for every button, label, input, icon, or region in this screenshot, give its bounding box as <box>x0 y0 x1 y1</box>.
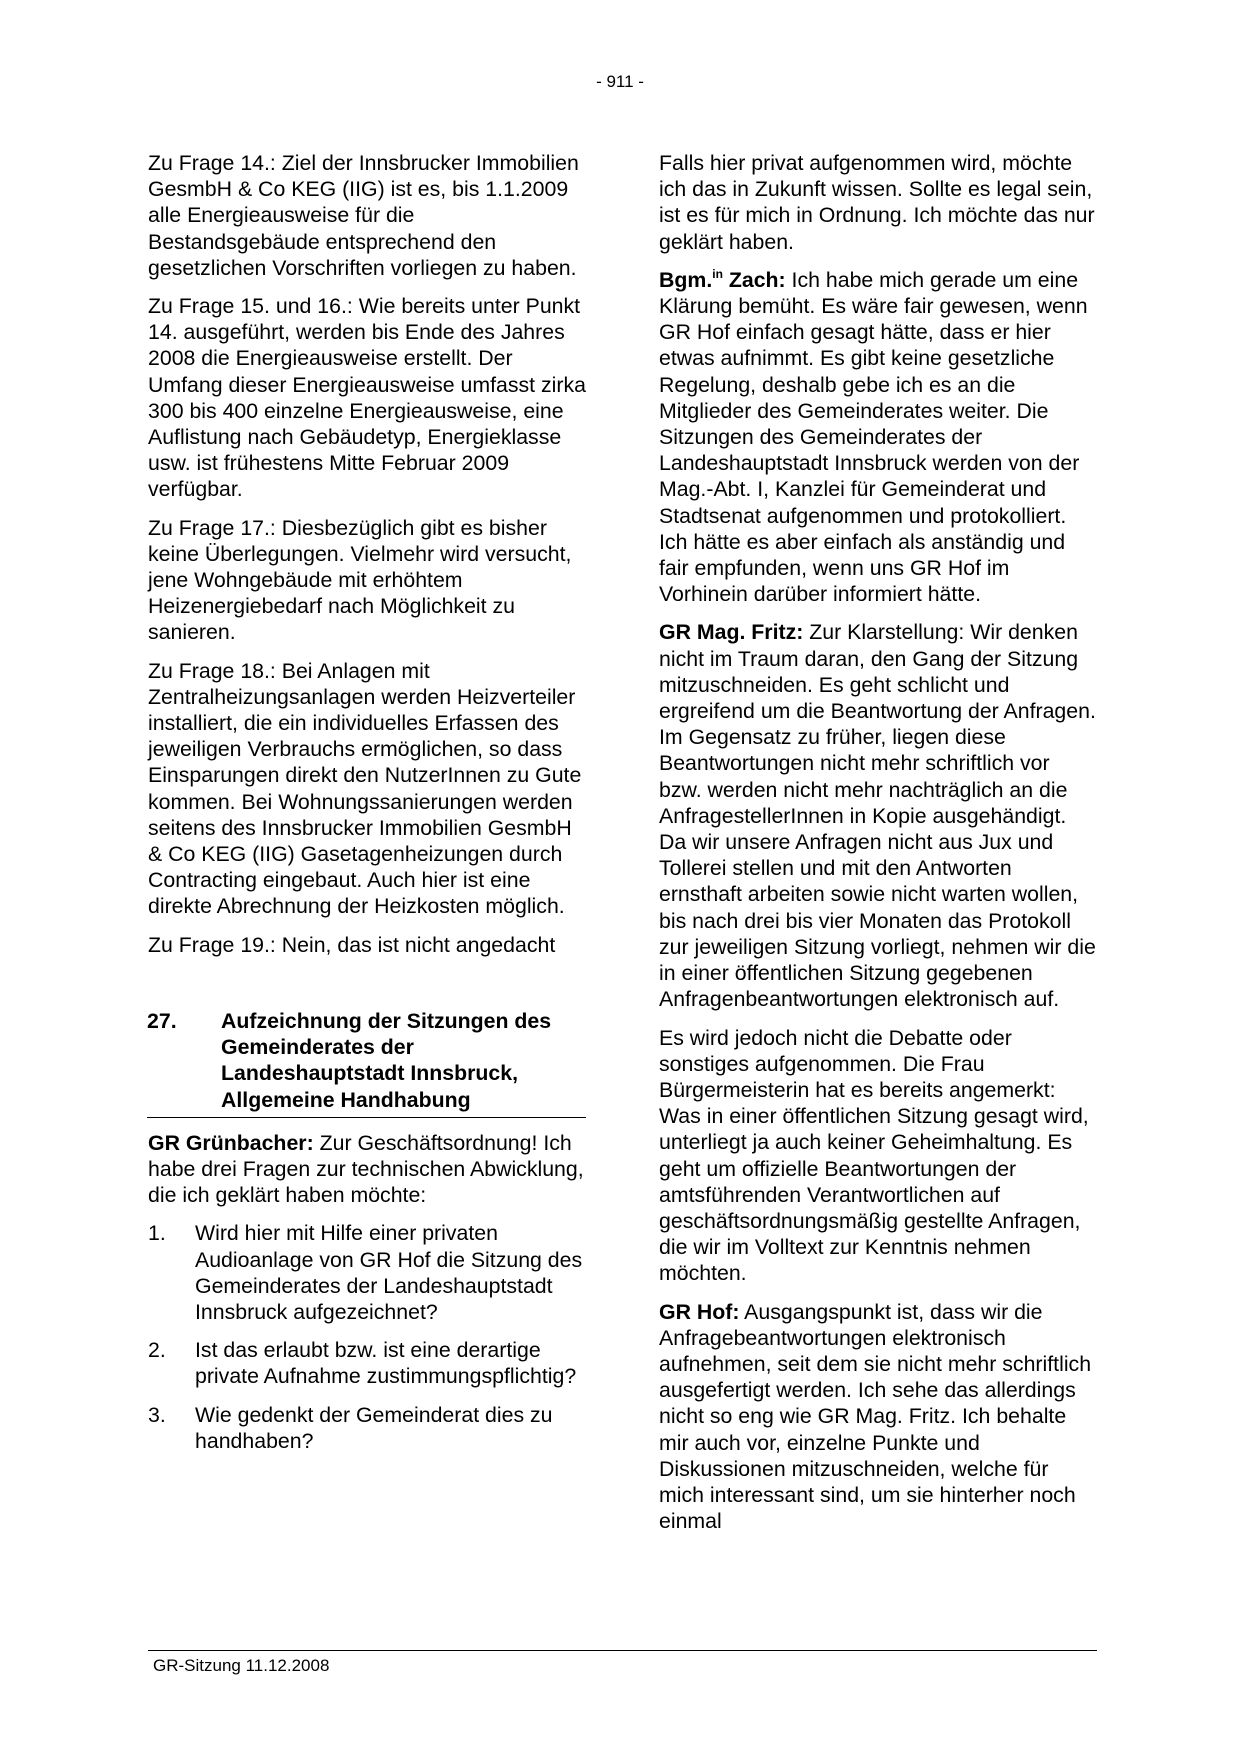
statement-zach <box>659 267 1097 608</box>
paragraph-frage-17: Zu Frage 17.: Diesbezüglich gibt es bisher keine Überlegungen. Vielmehr wird versucht, jene Wohngebäude mit erhöhtem Heizenergiebedarf nach Möglichkeit zu sanieren. <box>148 515 572 645</box>
statement-text: Ich habe mich gerade um eine Klärung bemüht. Es wäre fair gewesen, wenn GR Hof einfach gesagt hätte, dass er hier etwas aufnimmt. Es gibt keine gesetzliche Regelung, deshalb gebe ich es an die Mitglieder des Gemeinderates weiter. Die Sitzungen des Gemeinderates der Landeshauptstadt Innsbruck werden von der Mag.-Abt. I, Kanzlei für Gemeinderat und Stadtsenat aufgenommen und protokolliert. Ich hätte es aber einfach als anständig und fair empfunden, wenn uns GR Hof im Vorhinein darüber informiert hätte. <box>659 267 1088 607</box>
right-column <box>659 150 1097 1546</box>
speaker-surname: Zach: <box>722 267 786 292</box>
speaker-name: GR Hof: <box>659 1299 740 1324</box>
page-number: - 911 - <box>596 72 644 91</box>
statement-text: Ausgangspunkt ist, dass wir die Anfragebeantwortungen elektronisch aufnehmen, seit dem sie nicht mehr schriftlich ausgefertigt werden. Ich sehe das allerdings nicht so eng wie GR Mag. Fritz. Ich behalte mir auch vor, einzelne Punkte und Diskussionen mitzuschneiden, welche für mich interessant sind, um sie hinterher noch einmal <box>659 1299 1092 1534</box>
speaker-name: GR Grünbacher: <box>148 1130 314 1155</box>
statement-text: Zur Geschäftsordnung! Ich habe drei Fragen zur technischen Abwicklung, die ich geklärt haben möchte: <box>148 1130 584 1208</box>
paragraph-frage-15-16: Zu Frage 15. und 16.: Wie bereits unter Punkt 14. ausgeführt, werden bis Ende des Jahres 2008 die Energieausweise erstellt. Der Umfang dieser Energieausweise umfasst zirka 300 bis 400 einzelne Energieausweise, eine Auflistung nach Gebäudetyp, Energieklasse usw. ist frühestens Mitte Februar 2009 verfügbar. <box>148 294 586 502</box>
paragraph-frage-14: Zu Frage 14.: Ziel der Innsbrucker Immobilien GesmbH & Co KEG (IIG) ist es, bis 1.1.2009 alle Energieausweise für die Bestandsgebäude entsprechend den gesetzlichen Vorschriften vorliegen zu haben. <box>148 151 579 280</box>
statement-fritz <box>659 619 1097 1012</box>
statement-hof <box>659 1299 1097 1535</box>
list-item <box>148 1402 586 1454</box>
list-item-text: Ist das erlaubt bzw. ist eine derartige private Aufnahme zustimmungspflichtig? <box>195 1338 577 1389</box>
statement-gruenbacher <box>148 1130 586 1209</box>
footer-divider <box>148 1650 1097 1651</box>
list-item-number: 2. <box>148 1338 166 1363</box>
paragraph-fritz-continued: Es wird jedoch nicht die Debatte oder sonstiges aufgenommen. Die Frau Bürgermeisterin hat es bereits angemerkt: Was in einer öffentlichen Sitzung gesagt wird, unterliegt ja auch keiner Geheimhaltung. Es geht um offizielle Beantwortungen der amtsführenden Verantwortlichen auf geschäftsordnungsmäßig gestellte Anfragen, die wir im Volltext zur Kenntnis nehmen möchten. <box>659 1025 1089 1286</box>
agenda-item-number: 27. <box>147 1008 177 1033</box>
speaker-title: Bgm. <box>659 267 713 292</box>
paragraph-frage-19: Zu Frage 19.: Nein, das ist nicht angedacht <box>148 932 556 957</box>
list-item-text: Wird hier mit Hilfe einer privaten Audioanlage von GR Hof die Sitzung des Gemeinderates der Landeshauptstadt Innsbruck aufgezeichnet? <box>195 1221 583 1324</box>
speaker-name <box>659 268 786 292</box>
left-column <box>148 150 586 1466</box>
statement-text: Zur Klarstellung: Wir denken nicht im Traum daran, den Gang der Sitzung mitzuschneiden. Es geht schlicht und ergreifend um die Beantwortung der Anfragen. Im Gegensatz zu früher, liegen diese Beantwortungen nicht mehr schriftlich vor bzw. werden nicht mehr nachträglich an die AnfragestellerInnen in Kopie ausgehändigt. Da wir unsere Anfragen nicht aus Jux und Tollerei stellen und mit den Antworten ernsthaft arbeiten sowie nicht warten wollen, bis nach drei bis vier Monaten das Protokoll zur jeweiligen Sitzung vorliegt, nehmen wir die in einer öffentlichen Sitzung gegebenen Anfragenbeantwortungen elektronisch auf. <box>659 620 1096 1012</box>
list-item <box>148 1220 586 1325</box>
paragraph-intro: Falls hier privat aufgenommen wird, möchte ich das in Zukunft wissen. Sollte es legal sein, ist es für mich in Ordnung. Ich möchte das nur geklärt haben. <box>659 151 1095 254</box>
list-item-text: Wie gedenkt der Gemeinderat dies zu handhaben? <box>195 1402 553 1453</box>
speaker-name: GR Mag. Fritz: <box>659 620 804 645</box>
list-item-number: 1. <box>148 1221 166 1246</box>
speaker-title-suffix: in <box>712 266 723 281</box>
list-item <box>148 1337 586 1389</box>
list-item-number: 3. <box>148 1402 166 1427</box>
question-list <box>148 1220 586 1454</box>
footer-text: GR-Sitzung 11.12.2008 <box>153 1656 330 1675</box>
paragraph-frage-18: Zu Frage 18.: Bei Anlagen mit Zentralheizungsanlagen werden Heizverteiler installiert, die ein individuelles Erfassen des jeweiligen Verbrauchs ermöglichen, so dass Einsparungen direkt den NutzerInnen zu Gute kommen. Bei Wohnungssanierungen werden seitens des Innsbrucker Immobilien GesmbH & Co KEG (IIG) Gasetagenheizungen durch Contracting eingebaut. Auch hier ist eine direkte Abrechnung der Heizkosten möglich. <box>148 658 582 919</box>
agenda-item-title: Aufzeichnung der Sitzungen des Gemeinderates der Landeshauptstadt Innsbruck, Allgemeine Handhabung <box>221 1008 552 1112</box>
agenda-item-heading <box>147 1008 586 1118</box>
